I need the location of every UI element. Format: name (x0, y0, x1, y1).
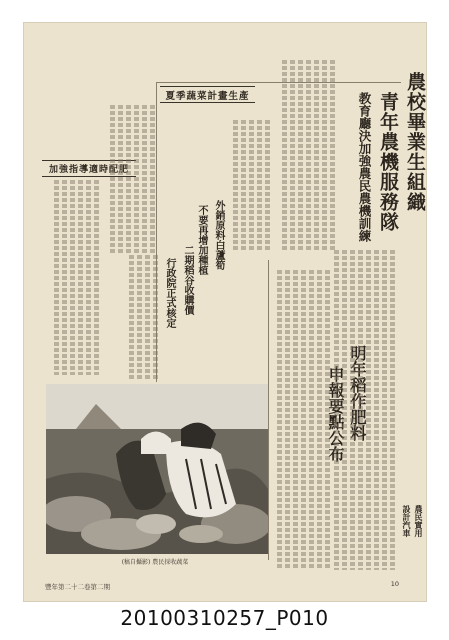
sidebar-label-2: 農民實用 (414, 505, 424, 537)
main-headline-line2: 青年農機服務隊 (377, 92, 399, 232)
vegetable-section-title: 夏季蔬菜計畫生產 (160, 86, 255, 103)
main-subheadline: 教育廳決加強農民農機訓練 (357, 92, 372, 242)
rice-headline-line2: 行政院正式核定 (164, 258, 175, 328)
archive-id-label: 20100310257_P010 (120, 606, 329, 630)
rice-headline-line1: 二期稻谷收購價 (182, 245, 193, 315)
sidebar-label-1: 設計汽車 (402, 505, 412, 537)
fertilizer-article-body (270, 270, 330, 570)
distribution-section-title: 加強指導適時配肥 (42, 160, 136, 177)
photo-caption (105, 557, 205, 566)
left-column-body (44, 180, 99, 375)
bamboo-article-body (120, 255, 158, 380)
main-article-body (275, 60, 335, 250)
photo-caption-text: (稿自攝影) 農民採收蔬菜 (121, 559, 189, 566)
farmers-harvesting-photo (46, 384, 268, 554)
main-headline-line1: 農校畢業生組織 (404, 72, 426, 212)
publication-footer: 豐年第二十二卷第二期 (45, 583, 110, 591)
fertilizer-headline-line2: 申報要點公布 (326, 366, 345, 462)
fertilizer-headline-line1: 明年稻作肥料 (348, 345, 367, 441)
vegetable-article-body (100, 105, 155, 255)
bamboo-headline-line1: 外銷原料白蘆筍 (213, 200, 224, 270)
bamboo-headline-line2: 不要再增加種植 (196, 205, 207, 275)
divider-vertical-2 (268, 260, 269, 560)
main-article-body-2 (220, 120, 270, 250)
right-column-body (330, 250, 395, 570)
page-number: 10 (390, 580, 399, 588)
